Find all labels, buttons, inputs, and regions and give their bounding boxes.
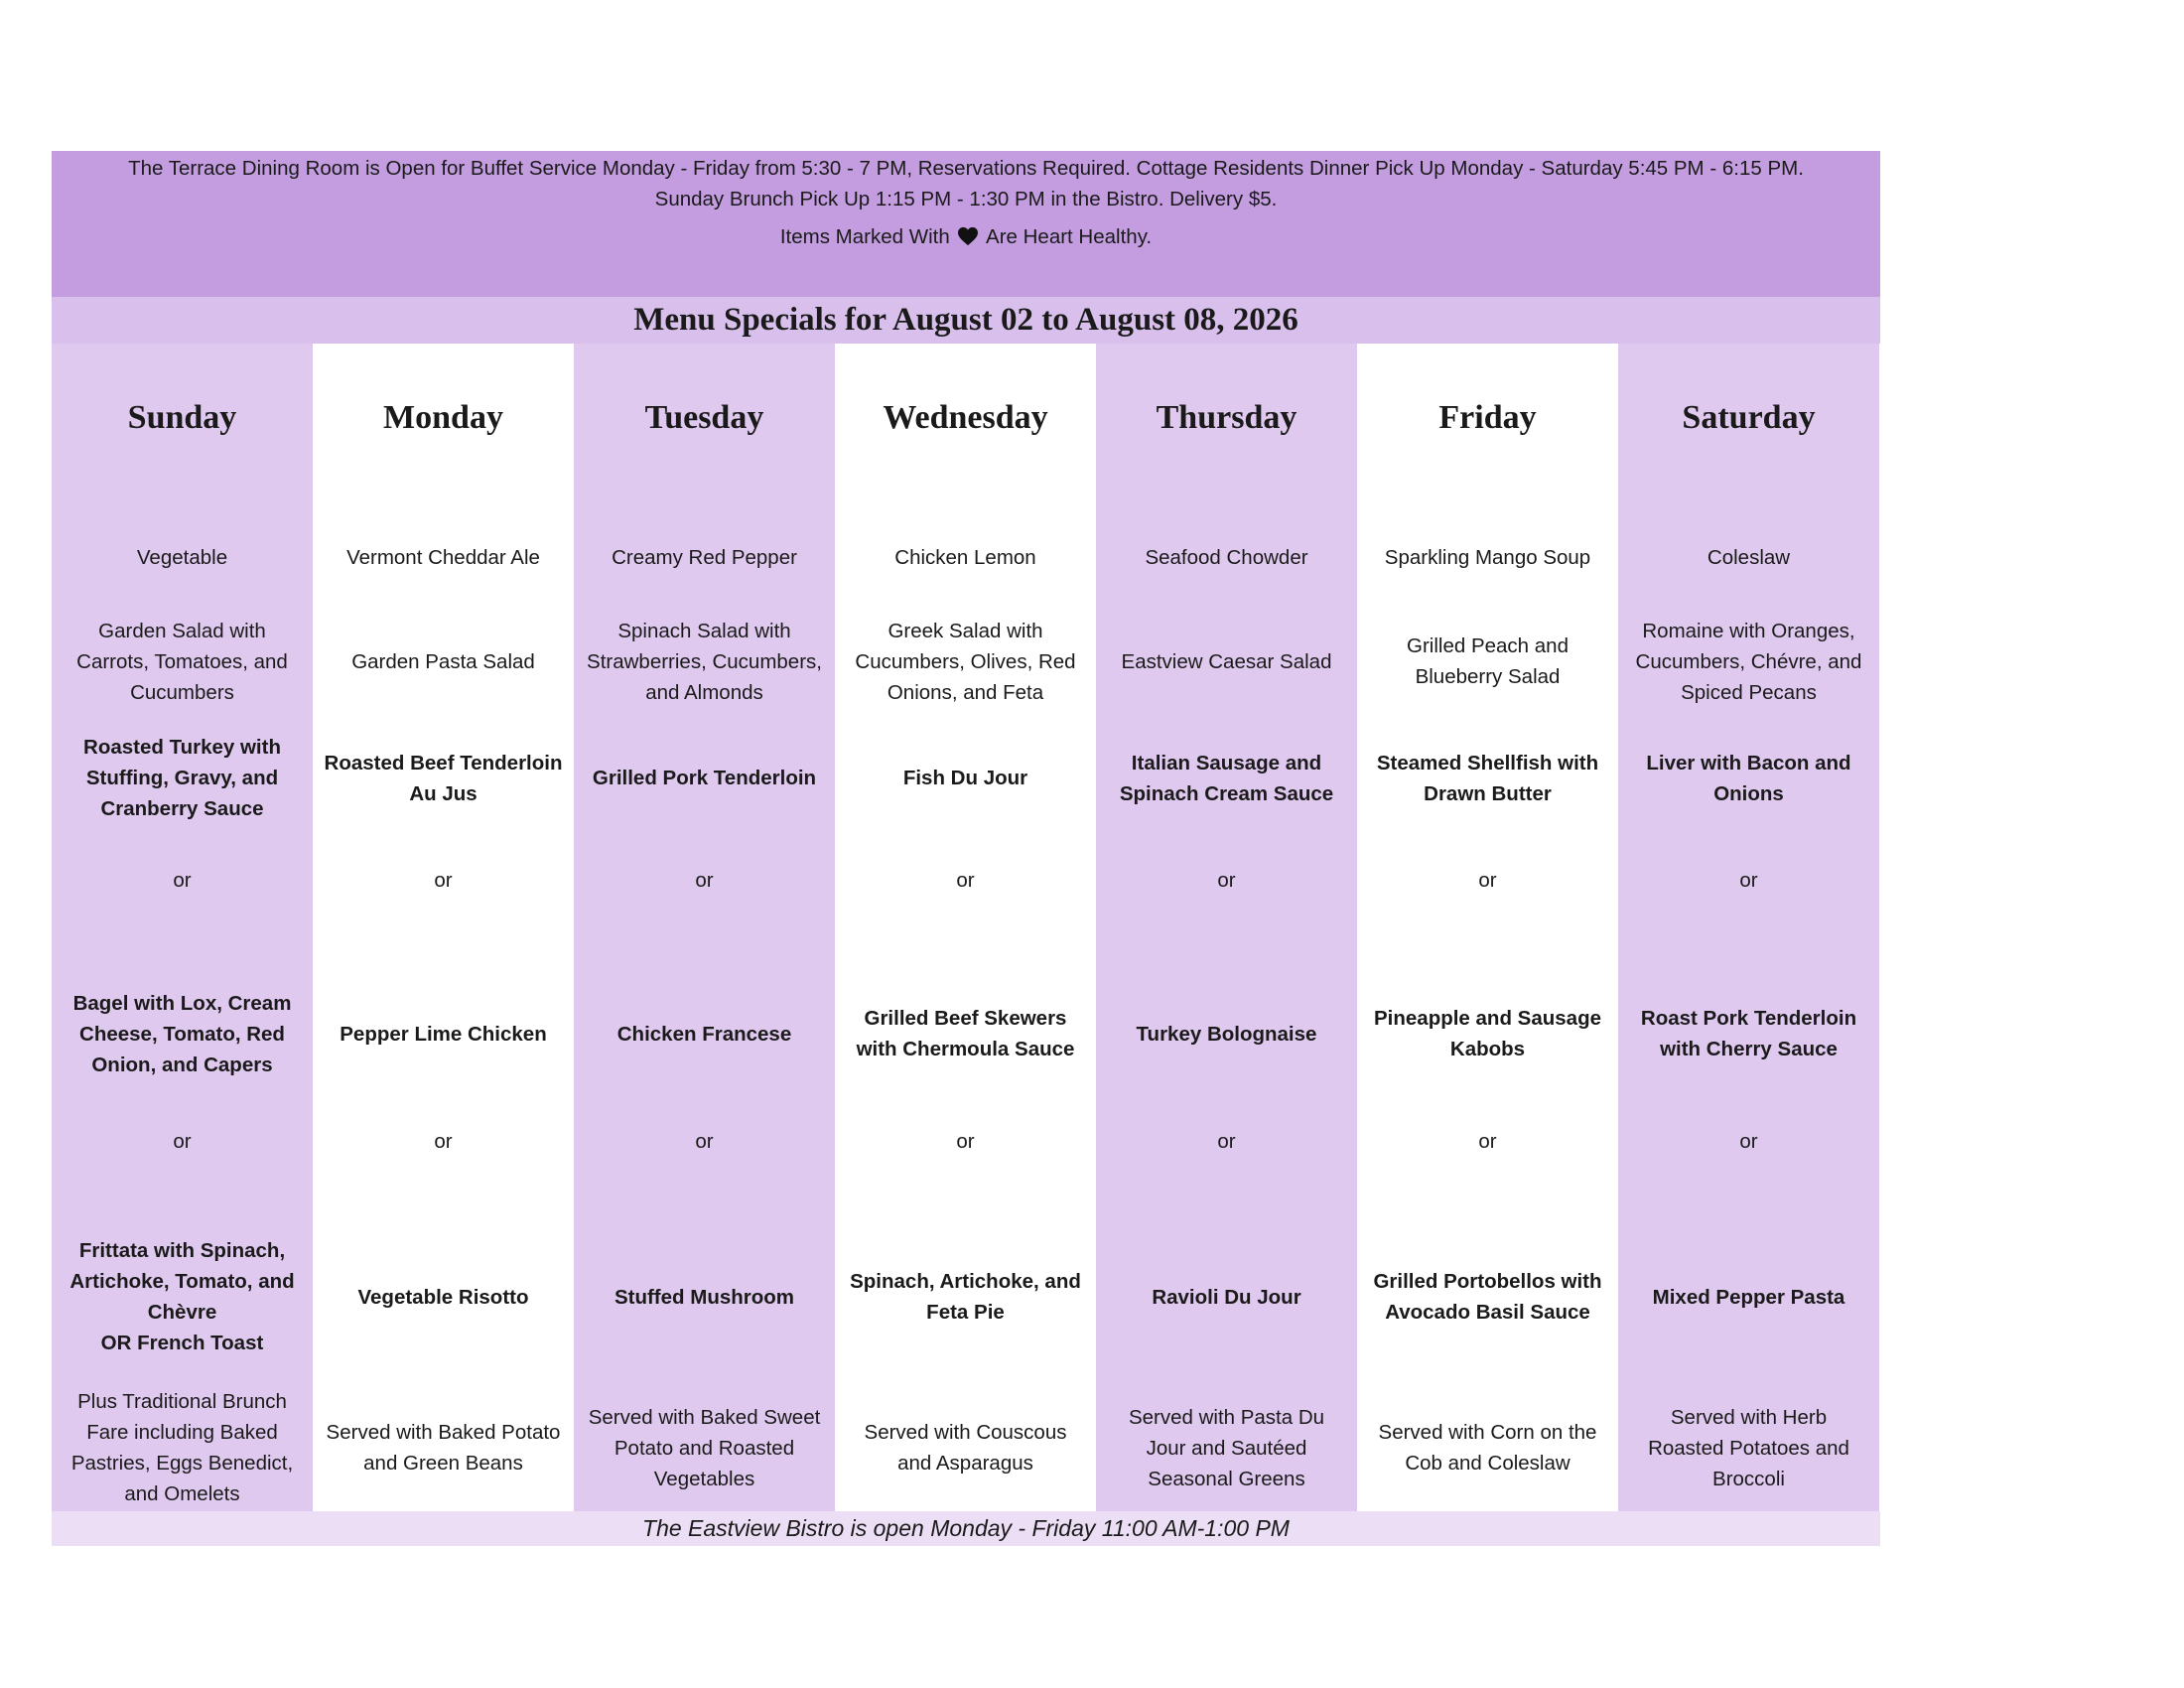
- salad-item-line: Spinach Salad with: [617, 619, 791, 642]
- sides-item-line: Served with Pasta Du: [1128, 1405, 1325, 1429]
- soup-item-line: Seafood Chowder: [1145, 545, 1308, 569]
- entree-1: [1357, 721, 1618, 835]
- salad-item: [313, 607, 574, 716]
- sides-item-line: Roasted Potatoes and: [1648, 1436, 1849, 1460]
- sides-item-line: Served with Baked Potato: [326, 1421, 561, 1444]
- soup-item: [1357, 532, 1618, 582]
- sides-item-line: and Green Beans: [363, 1452, 523, 1475]
- entree-2: [1096, 959, 1357, 1108]
- salad-item-line: Cucumbers, Chévre, and: [1635, 649, 1862, 673]
- or-separator-2-text: or: [173, 1129, 192, 1153]
- or-separator-2: [52, 1121, 313, 1161]
- entree-2-line: Pineapple and Sausage: [1374, 1007, 1601, 1030]
- sides-item-text: [1648, 1402, 1849, 1494]
- heart-healthy-note: [52, 221, 1880, 252]
- entree-2-line: with Chermoula Sauce: [856, 1038, 1075, 1060]
- entree-2-text: [340, 1019, 546, 1050]
- soup-item-line: Coleslaw: [1706, 545, 1791, 569]
- or-separator-1-text: or: [1217, 868, 1236, 892]
- service-hours-text: The Terrace Dining Room is Open for Buffet Service Monday - Friday from 5:30 - 7 PM, Reservations Required. Cottage Residents Dinner Pick Up Monday - Saturday 5:45 PM - 6:15 PM.: [128, 157, 1804, 180]
- sides-item-text: [589, 1402, 821, 1494]
- or-separator-1: [1096, 860, 1357, 900]
- entree-2-line: Onion, and Capers: [91, 1053, 273, 1076]
- sides-item: [835, 1386, 1096, 1509]
- sides-item: [313, 1386, 574, 1509]
- soup-item-line: Creamy Red Pepper: [612, 545, 797, 569]
- or-separator-1: [1618, 860, 1879, 900]
- entree-1-line: Drawn Butter: [1424, 781, 1552, 805]
- salad-item-line: Spiced Pecans: [1681, 680, 1817, 704]
- salad-item-line: Garden Pasta Salad: [351, 649, 535, 673]
- day-name-text: Saturday: [1682, 399, 1816, 436]
- sides-item-line: and Omelets: [124, 1482, 240, 1505]
- sides-item: [1357, 1386, 1618, 1509]
- entree-2: [313, 959, 574, 1108]
- entree-1-text: [1120, 748, 1333, 809]
- sides-item-line: Fare including Baked: [86, 1421, 278, 1444]
- salad-item-line: and Almonds: [645, 680, 763, 704]
- entree-3-text: [850, 1266, 1081, 1328]
- entree-1-line: Fish Du Jour: [902, 767, 1028, 789]
- day-name-text: Friday: [1438, 399, 1537, 436]
- salad-item: [574, 607, 835, 716]
- or-separator-2-text: or: [956, 1129, 975, 1153]
- soup-item-line: Sparkling Mango Soup: [1384, 545, 1591, 569]
- day-column-sunday: [52, 344, 313, 1511]
- or-separator-2: [1357, 1121, 1618, 1161]
- bistro-hours-footer: The Eastview Bistro is open Monday - Friday 11:00 AM-1:00 PM: [52, 1511, 1880, 1546]
- salad-item-line: Romaine with Oranges,: [1642, 619, 1855, 642]
- salad-item-text: [587, 616, 822, 708]
- entree-3-text: [614, 1282, 794, 1313]
- entree-2-line: Pepper Lime Chicken: [340, 1022, 547, 1046]
- entree-1-line: Roasted Turkey with: [83, 736, 281, 759]
- heart-icon: [957, 226, 979, 246]
- sides-item-text: [1129, 1402, 1324, 1494]
- menu-title: Menu Specials for August 02 to August 08, 2026: [52, 297, 1880, 344]
- salad-item-text: [855, 616, 1075, 708]
- entree-3: [52, 1222, 313, 1371]
- entree-1-line: Roasted Beef Tenderloin: [324, 751, 563, 774]
- soup-item: [1618, 532, 1879, 582]
- sides-item-line: Served with Herb: [1670, 1405, 1828, 1429]
- entree-3: [313, 1222, 574, 1371]
- entree-3-text: [69, 1235, 294, 1358]
- salad-item: [1096, 607, 1357, 716]
- sides-item-line: Plus Traditional Brunch: [77, 1390, 287, 1413]
- entree-3-text: [1152, 1282, 1300, 1313]
- day-name: [52, 344, 313, 492]
- day-name-text: Thursday: [1156, 399, 1297, 436]
- salad-item-line: Carrots, Tomatoes, and: [76, 649, 288, 673]
- sides-item: [574, 1386, 835, 1509]
- day-name-text: Sunday: [127, 399, 237, 436]
- brunch-pickup-text: Sunday Brunch Pick Up 1:15 PM - 1:30 PM in the Bistro. Delivery $5.: [654, 188, 1278, 211]
- entree-2-line: with Cherry Sauce: [1660, 1038, 1838, 1060]
- entree-3: [835, 1222, 1096, 1371]
- salad-item: [52, 607, 313, 716]
- sides-item-line: Served with Corn on the: [1378, 1421, 1597, 1444]
- entree-1-line: Grilled Pork Tenderloin: [592, 767, 817, 789]
- day-name: [313, 344, 574, 492]
- salad-item: [1618, 607, 1879, 716]
- or-separator-2: [1096, 1121, 1357, 1161]
- soup-item-text: [1707, 542, 1790, 573]
- entree-1-line: Liver with Bacon and: [1646, 751, 1851, 774]
- day-column-wednesday: [835, 344, 1096, 1511]
- sides-item-line: Seasonal Greens: [1148, 1467, 1305, 1490]
- entree-1-line: Cranberry Sauce: [100, 797, 264, 820]
- or-separator-1-text: or: [956, 868, 975, 892]
- entree-2: [835, 959, 1096, 1108]
- soup-item: [1096, 532, 1357, 582]
- entree-2-line: Chicken Francese: [616, 1022, 792, 1046]
- entree-2: [1618, 959, 1879, 1108]
- or-separator-1: [1357, 860, 1618, 900]
- salad-item-line: Onions, and Feta: [887, 680, 1044, 704]
- soup-item: [835, 532, 1096, 582]
- soup-item-text: [346, 542, 540, 573]
- day-name: [1357, 344, 1618, 492]
- or-separator-1-text: or: [434, 868, 453, 892]
- or-separator-2: [1618, 1121, 1879, 1161]
- salad-item-line: Strawberries, Cucumbers,: [587, 649, 822, 673]
- entree-1: [1618, 721, 1879, 835]
- day-name: [835, 344, 1096, 492]
- entree-1-line: Steamed Shellfish with: [1376, 751, 1599, 774]
- sides-item-text: [71, 1386, 293, 1509]
- or-separator-1: [52, 860, 313, 900]
- day-name-text: Tuesday: [644, 399, 764, 436]
- sides-item: [1618, 1386, 1879, 1509]
- entree-2-line: Roast Pork Tenderloin: [1640, 1007, 1857, 1030]
- day-column-monday: [313, 344, 574, 1511]
- or-separator-2: [835, 1121, 1096, 1161]
- days-grid: [52, 344, 1880, 1511]
- entree-2-text: [1137, 1019, 1317, 1050]
- entree-2: [574, 959, 835, 1108]
- entree-3: [1618, 1222, 1879, 1371]
- day-name: [1096, 344, 1357, 492]
- entree-2: [52, 959, 313, 1108]
- salad-item-line: Grilled Peach and: [1407, 634, 1569, 657]
- sides-item-line: and Asparagus: [897, 1452, 1033, 1475]
- sides-item: [1096, 1386, 1357, 1509]
- or-separator-2-text: or: [1478, 1129, 1497, 1153]
- day-column-thursday: [1096, 344, 1357, 1511]
- or-separator-2-text: or: [695, 1129, 714, 1153]
- soup-item-line: Chicken Lemon: [894, 545, 1036, 569]
- soup-item-line: Vegetable: [136, 545, 228, 569]
- salad-item: [835, 607, 1096, 716]
- entree-3-line: Avocado Basil Sauce: [1385, 1301, 1590, 1324]
- sides-item-line: Jour and Sautéed: [1146, 1436, 1307, 1460]
- salad-item-text: [1407, 631, 1569, 692]
- entree-3-line: Artichoke, Tomato, and: [69, 1270, 295, 1293]
- sides-item-line: Pastries, Eggs Benedict,: [70, 1452, 294, 1475]
- menu-header: [52, 151, 1880, 297]
- entree-2-line: Turkey Bolognaise: [1136, 1022, 1317, 1046]
- entree-1-text: [1377, 748, 1598, 809]
- entree-3-text: [1373, 1266, 1601, 1328]
- soup-item-line: Vermont Cheddar Ale: [346, 545, 540, 569]
- entree-2-text: [1374, 1003, 1601, 1064]
- salad-item: [1357, 607, 1618, 716]
- salad-item-line: Garden Salad with: [98, 619, 266, 642]
- salad-item-text: [1122, 646, 1332, 677]
- entree-2: [1357, 959, 1618, 1108]
- entree-3-line: Spinach, Artichoke, and: [850, 1270, 1081, 1293]
- or-separator-1-text: or: [695, 868, 714, 892]
- sides-item-line: Served with Baked Sweet: [588, 1405, 821, 1429]
- entree-2-text: [857, 1003, 1075, 1064]
- soup-item: [313, 532, 574, 582]
- entree-3-line: OR French Toast: [100, 1332, 264, 1354]
- entree-3-line: Stuffed Mushroom: [614, 1285, 795, 1309]
- entree-3-line: Mixed Pepper Pasta: [1652, 1285, 1845, 1309]
- sides-item: [52, 1386, 313, 1509]
- salad-item-line: Eastview Caesar Salad: [1121, 649, 1332, 673]
- or-separator-1-text: or: [173, 868, 192, 892]
- soup-item: [574, 532, 835, 582]
- entree-3: [1357, 1222, 1618, 1371]
- or-separator-1-text: or: [1478, 868, 1497, 892]
- soup-item-text: [894, 542, 1035, 573]
- day-column-friday: [1357, 344, 1618, 1511]
- entree-1-line: Au Jus: [409, 781, 478, 805]
- entree-1: [52, 721, 313, 835]
- sides-item-line: Vegetables: [653, 1467, 755, 1490]
- day-column-tuesday: [574, 344, 835, 1511]
- entree-1: [574, 721, 835, 835]
- heart-note-suffix: Are Heart Healthy.: [986, 225, 1153, 248]
- day-name-text: Wednesday: [883, 399, 1048, 436]
- sides-item-line: Broccoli: [1712, 1467, 1785, 1490]
- day-name-text: Monday: [383, 399, 503, 436]
- entree-3: [1096, 1222, 1357, 1371]
- sides-item-line: Served with Couscous: [864, 1421, 1067, 1444]
- soup-item: [52, 532, 313, 582]
- entree-1: [313, 721, 574, 835]
- day-name: [574, 344, 835, 492]
- entree-3-line: Chèvre: [147, 1301, 217, 1324]
- entree-3-line: Grilled Portobellos with: [1373, 1270, 1602, 1293]
- entree-2-line: Bagel with Lox, Cream: [72, 991, 292, 1015]
- entree-3-line: Frittata with Spinach,: [78, 1239, 286, 1262]
- or-separator-2: [574, 1121, 835, 1161]
- entree-2-text: [617, 1019, 791, 1050]
- heart-note-prefix: Items Marked With: [779, 225, 950, 248]
- sides-item-text: [1379, 1417, 1597, 1478]
- entree-3-line: Feta Pie: [926, 1301, 1005, 1324]
- salad-item-line: Blueberry Salad: [1415, 665, 1561, 688]
- day-column-saturday: [1618, 344, 1879, 1511]
- sides-item-line: Potato and Roasted: [614, 1436, 795, 1460]
- entree-1-text: [903, 763, 1027, 793]
- soup-item-text: [137, 542, 227, 573]
- or-separator-2-text: or: [1217, 1129, 1236, 1153]
- soup-item-text: [612, 542, 797, 573]
- entree-1-text: [1646, 748, 1850, 809]
- entree-3-line: Vegetable Risotto: [357, 1285, 529, 1309]
- entree-1-text: [593, 763, 816, 793]
- entree-2-line: Cheese, Tomato, Red: [79, 1022, 285, 1046]
- entree-1-line: Stuffing, Gravy, and: [85, 767, 279, 789]
- soup-item-text: [1385, 542, 1590, 573]
- entree-2-line: Grilled Beef Skewers: [864, 1007, 1067, 1030]
- or-separator-1: [313, 860, 574, 900]
- day-name: [1618, 344, 1879, 492]
- salad-item-line: Cucumbers: [130, 680, 234, 704]
- or-separator-2-text: or: [434, 1129, 453, 1153]
- salad-item-text: [76, 616, 288, 708]
- entree-1-text: [83, 732, 281, 824]
- salad-item-line: Greek Salad with: [887, 619, 1043, 642]
- salad-item-line: Cucumbers, Olives, Red: [855, 649, 1076, 673]
- or-separator-1-text: or: [1739, 868, 1758, 892]
- or-separator-2-text: or: [1739, 1129, 1758, 1153]
- entree-1: [1096, 721, 1357, 835]
- sides-item-line: Cob and Coleslaw: [1405, 1452, 1570, 1475]
- entree-1: [835, 721, 1096, 835]
- entree-1-line: Onions: [1713, 781, 1784, 805]
- entree-1-line: Spinach Cream Sauce: [1119, 781, 1334, 805]
- or-separator-2: [313, 1121, 574, 1161]
- entree-3-line: Ravioli Du Jour: [1152, 1285, 1301, 1309]
- soup-item-text: [1145, 542, 1307, 573]
- entree-1-text: [325, 748, 563, 809]
- entree-3: [574, 1222, 835, 1371]
- salad-item-text: [351, 646, 535, 677]
- sides-item-text: [865, 1417, 1067, 1478]
- weekly-menu: [52, 151, 1880, 1546]
- entree-3-text: [1653, 1282, 1845, 1313]
- entree-3-text: [357, 1282, 528, 1313]
- sides-item-text: [327, 1417, 561, 1478]
- entree-2-text: [1641, 1003, 1856, 1064]
- entree-2-text: [73, 988, 292, 1080]
- or-separator-1: [574, 860, 835, 900]
- entree-2-line: Kabobs: [1449, 1038, 1526, 1060]
- or-separator-1: [835, 860, 1096, 900]
- salad-item-text: [1636, 616, 1862, 708]
- entree-1-line: Italian Sausage and: [1131, 751, 1322, 774]
